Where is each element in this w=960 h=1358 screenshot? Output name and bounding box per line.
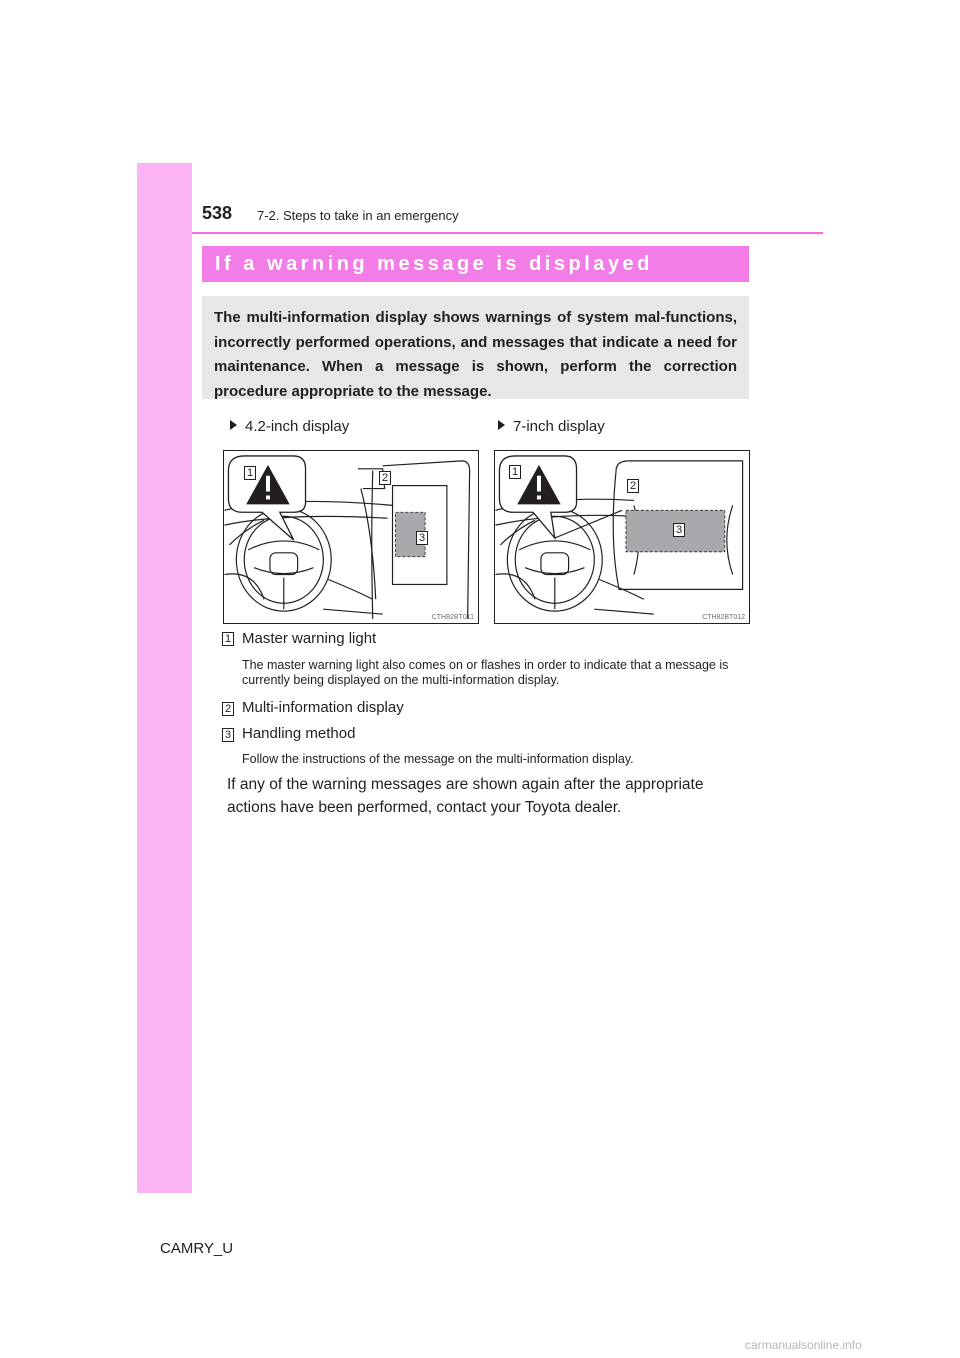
page-title: If a warning message is displayed xyxy=(215,252,653,275)
callout-1: 1 xyxy=(244,466,256,480)
callout-2: 2 xyxy=(379,471,391,485)
arrow-right-icon xyxy=(230,420,237,430)
item-1-badge: 1 xyxy=(222,632,234,646)
footer-model: CAMRY_U xyxy=(160,1240,234,1257)
display-label-4-2: 4.2-inch display xyxy=(230,418,349,435)
intro-box xyxy=(202,296,749,399)
watermark: carmanualsonline.info xyxy=(745,1338,862,1352)
side-tab xyxy=(137,163,192,1193)
callout-3: 3 xyxy=(416,531,428,545)
figure-code: CTH82BT012 xyxy=(702,614,745,621)
dashboard-illustration xyxy=(224,451,478,623)
header-rule xyxy=(192,232,823,234)
figure-code: CTH82BT011 xyxy=(431,614,474,621)
item-1-title: Master warning light xyxy=(242,630,377,647)
title-band xyxy=(202,246,749,282)
callout-2: 2 xyxy=(627,479,639,493)
item-1-desc: The master warning light also comes on or flashes in order to indicate that a message is currently being displayed on the multi-information display. xyxy=(242,658,729,687)
item-2-title: Multi-information display xyxy=(242,699,404,716)
page-number: 538 xyxy=(202,203,233,223)
dashboard-illustration xyxy=(495,451,749,623)
callout-3: 3 xyxy=(673,523,685,537)
item-3-desc: Follow the instructions of the message on the multi-information display. xyxy=(242,752,634,766)
section-title: 7-2. Steps to take in an emergency xyxy=(257,208,459,223)
callout-1: 1 xyxy=(509,465,521,479)
intro-text: The multi-information display shows warnings of system mal-functions, incorrectly performed operations, and messages that indicate a need for maintenance. When a message is shown, perform the correction procedure appropriate to the message. xyxy=(214,309,737,400)
figure-4-2-inch-display xyxy=(223,450,479,624)
body-text: If any of the warning messages are shown again after the appropriate actions have been performed, contact your Toyota dealer. xyxy=(227,776,704,816)
item-3-title: Handling method xyxy=(242,725,356,742)
display-label-7: 7-inch display xyxy=(498,418,605,435)
arrow-right-icon xyxy=(498,420,505,430)
item-3-badge: 3 xyxy=(222,728,234,742)
item-2-badge: 2 xyxy=(222,702,234,716)
figure-7-inch-display xyxy=(494,450,750,624)
